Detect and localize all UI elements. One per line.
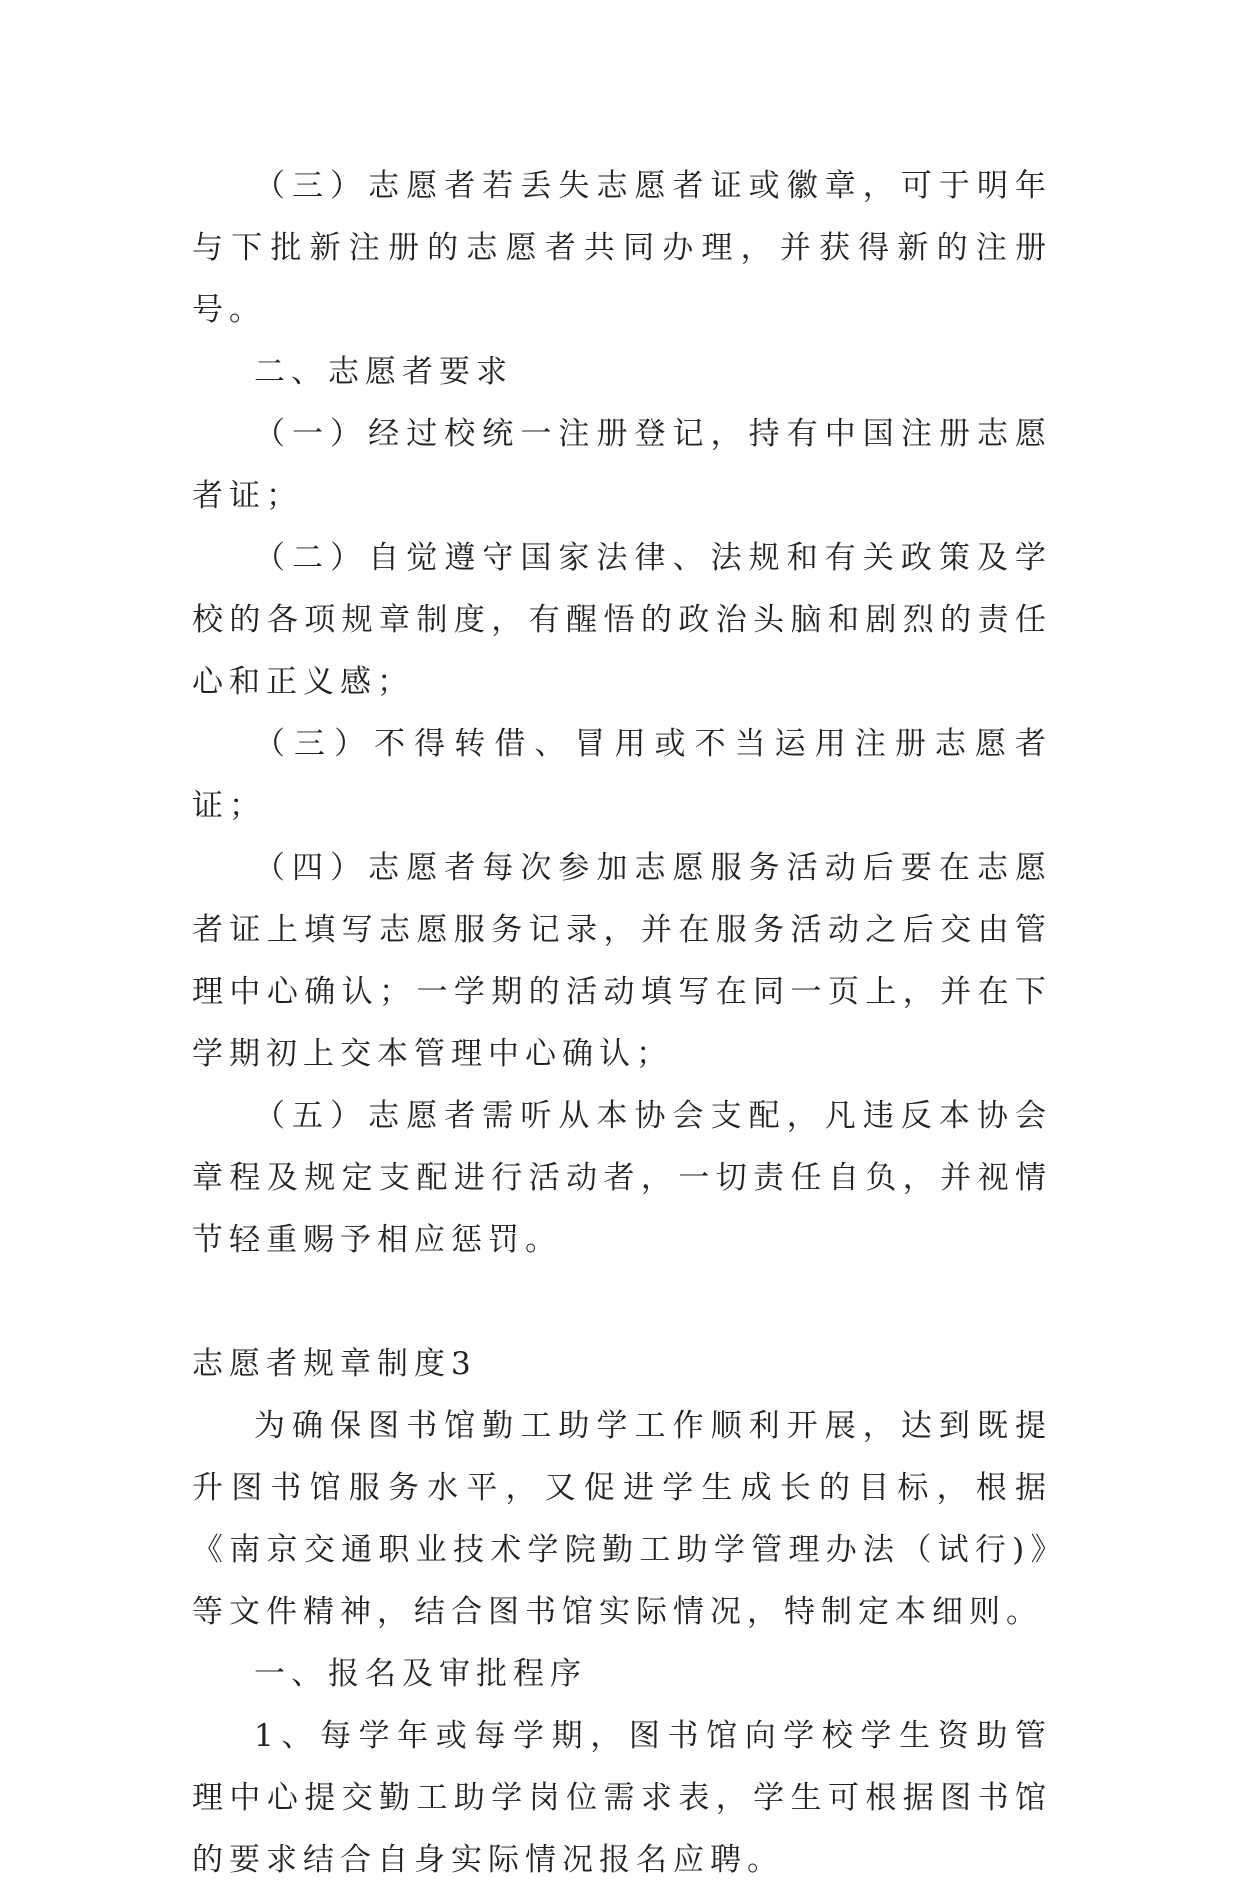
requirement-5: （五）志愿者需听从本协会支配，凡违反本协会章程及规定支配进行活动者，一切责任自负，并视情节轻重赐予相应惩罚。	[192, 1098, 1052, 1258]
section-title: 志愿者规章制度3	[192, 1346, 477, 1382]
requirement-3: （三）不得转借、冒用或不当运用注册志愿者证；	[192, 726, 1052, 824]
section-gap	[192, 1271, 1052, 1333]
heading-registration-procedure: 一、报名及审批程序	[254, 1656, 587, 1692]
intro-paragraph: 为确保图书馆勤工助学工作顺利开展，达到既提升图书馆服务水平，又促进学生成长的目标，根据《南京交通职业技术学院勤工助学管理办法（试行)》等文件精神，结合图书馆实际情况，特制定本细则。	[192, 1408, 1052, 1630]
heading-volunteer-requirements: 二、志愿者要求	[254, 354, 513, 390]
requirement-1: （一）经过校统一注册登记，持有中国注册志愿者证；	[192, 416, 1052, 514]
paragraph-lost-card: （三）志愿者若丢失志愿者证或徽章，可于明年与下批新注册的志愿者共同办理，并获得新的注册号。	[192, 168, 1052, 328]
procedure-item-1: 1、每学年或每学期，图书馆向学校学生资助管理中心提交勤工助学岗位需求表，学生可根据图书馆的要求结合自身实际情况报名应聘。	[192, 1718, 1052, 1878]
requirement-4: （四）志愿者每次参加志愿服务活动后要在志愿者证上填写志愿服务记录，并在服务活动之后交由管理中心确认；一学期的活动填写在同一页上，并在下学期初上交本管理中心确认；	[192, 850, 1052, 1072]
document-body	[192, 155, 1052, 1891]
requirement-2: （二）自觉遵守国家法律、法规和有关政策及学校的各项规章制度，有醒悟的政治头脑和剧烈的责任心和正义感；	[192, 540, 1052, 700]
